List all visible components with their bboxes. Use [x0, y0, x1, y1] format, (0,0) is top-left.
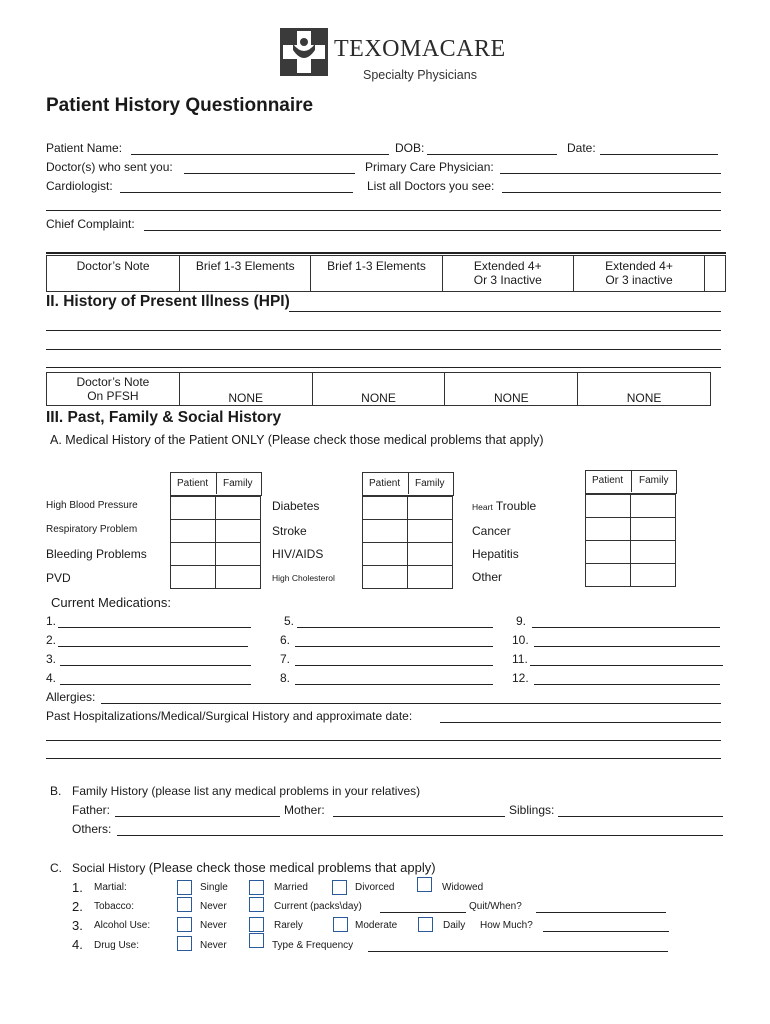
med-number: 12.	[512, 671, 529, 685]
alcohol-label: Alcohol Use:	[94, 920, 151, 931]
med-field[interactable]	[295, 665, 493, 666]
family-checkbox[interactable]	[216, 520, 261, 543]
father-label: Father:	[72, 803, 111, 817]
pfsh-cell: NONE	[179, 373, 312, 406]
dob-field[interactable]	[427, 154, 557, 155]
grid-header-divider	[216, 472, 217, 494]
chief-complaint-label: Chief Complaint:	[46, 217, 135, 231]
pfsh-cell: NONE	[445, 373, 578, 406]
alcohol-rarely-option: Rarely	[274, 920, 303, 931]
married-option: Married	[274, 882, 308, 893]
grid-header-divider	[408, 472, 409, 494]
patient-checkbox[interactable]	[171, 543, 216, 566]
tobacco-never-option: Never	[200, 901, 227, 912]
tobacco-never-checkbox[interactable]	[177, 897, 192, 912]
social-history-title: Social History	[72, 861, 146, 875]
patient-checkbox[interactable]	[363, 566, 408, 589]
drug-use-label: Drug Use:	[94, 940, 140, 951]
patient-name-field[interactable]	[131, 154, 389, 155]
medical-checkbox-grid	[585, 494, 676, 587]
marital-label: Martial:	[94, 882, 127, 893]
doctors-sent-label: Doctor(s) who sent you:	[46, 160, 173, 174]
pfsh-cell: Doctor’s Note On PFSH	[47, 373, 180, 406]
date-label: Date:	[567, 141, 596, 155]
siblings-label: Siblings:	[509, 803, 555, 817]
med-number: 2.	[46, 633, 57, 647]
condition-label: High Blood Pressure	[46, 500, 138, 511]
family-checkbox[interactable]	[408, 543, 453, 566]
family-checkbox[interactable]	[631, 564, 676, 587]
social-history-letter: C.	[50, 861, 62, 875]
tobacco-label: Tobacco:	[94, 901, 135, 912]
social-row-number: 1.	[72, 880, 83, 895]
logo-subtitle: Specialty Physicians	[363, 68, 477, 82]
cardiologist-label: Cardiologist:	[46, 179, 113, 193]
logo-name: TEXOMACARE	[334, 36, 506, 62]
alcohol-daily-option: Daily	[443, 920, 466, 931]
patient-checkbox[interactable]	[363, 543, 408, 566]
married-checkbox[interactable]	[249, 880, 264, 895]
med-field[interactable]	[295, 646, 493, 647]
divorced-option: Divorced	[355, 882, 395, 893]
pfsh-cell: NONE	[578, 373, 711, 406]
family-checkbox[interactable]	[631, 495, 676, 518]
med-field[interactable]	[58, 627, 251, 628]
family-checkbox[interactable]	[631, 541, 676, 564]
hpi-line[interactable]	[46, 330, 721, 331]
drug-never-checkbox[interactable]	[177, 936, 192, 951]
med-number: 4.	[46, 671, 57, 685]
hpi-line[interactable]	[46, 367, 721, 368]
med-number: 7.	[280, 652, 291, 666]
allergies-label: Allergies:	[46, 690, 96, 704]
med-number: 8.	[280, 671, 291, 685]
med-number: 11.	[512, 652, 528, 666]
how-much-label: How Much?	[480, 920, 533, 931]
condition-label: High Cholesterol	[272, 573, 335, 583]
med-field[interactable]	[530, 665, 723, 666]
patient-checkbox[interactable]	[171, 566, 216, 589]
packs-per-day-field[interactable]	[380, 912, 466, 913]
med-field[interactable]	[60, 665, 251, 666]
condition-label: Diabetes	[272, 499, 320, 513]
dob-label: DOB:	[395, 141, 425, 155]
hpi-cell: Extended 4+ Or 3 Inactive	[442, 256, 573, 292]
type-frequency-label: Type & Frequency	[272, 940, 354, 951]
alcohol-rarely-checkbox[interactable]	[249, 917, 264, 932]
quit-when-field[interactable]	[536, 912, 666, 913]
cardiologist-field[interactable]	[120, 192, 353, 193]
col-family-header: Family	[223, 478, 253, 489]
page-title: Patient History Questionnaire	[46, 95, 314, 116]
col-patient-header: Patient	[369, 478, 401, 489]
past-hospitalizations-line[interactable]	[46, 758, 721, 759]
single-option: Single	[200, 882, 228, 893]
drug-never-option: Never	[200, 940, 227, 951]
medical-history-heading: A. Medical History of the Patient ONLY (Please check those medical problems that apply)	[50, 433, 544, 447]
alcohol-daily-checkbox[interactable]	[418, 917, 433, 932]
tobacco-current-option: Current (packs\day)	[274, 901, 362, 912]
hpi-cell: Brief 1-3 Elements	[311, 256, 442, 292]
texomacare-logo-icon	[280, 28, 328, 76]
past-hospitalizations-label: Past Hospitalizations/Medical/Surgical History and approximate date:	[46, 709, 413, 723]
family-checkbox[interactable]	[631, 518, 676, 541]
family-checkbox[interactable]	[408, 566, 453, 589]
med-number: 6.	[280, 633, 291, 647]
med-field[interactable]	[297, 627, 493, 628]
col-patient-header: Patient	[592, 475, 624, 486]
med-field[interactable]	[58, 646, 248, 647]
col-patient-header: Patient	[177, 478, 209, 489]
family-checkbox[interactable]	[216, 497, 261, 520]
alcohol-moderate-checkbox[interactable]	[333, 917, 348, 932]
type-frequency-field[interactable]	[368, 951, 668, 952]
patient-name-label: Patient Name:	[46, 141, 123, 155]
med-number: 3.	[46, 652, 57, 666]
patient-checkbox[interactable]	[586, 564, 631, 587]
quit-when-label: Quit/When?	[469, 901, 522, 912]
family-checkbox[interactable]	[216, 566, 261, 589]
condition-label	[472, 499, 536, 513]
medications-heading: Current Medications:	[51, 595, 171, 610]
hpi-cell-empty	[705, 256, 726, 292]
condition-label: Other	[472, 570, 503, 584]
past-hospitalizations-field[interactable]	[440, 722, 721, 723]
blank-line[interactable]	[46, 210, 721, 211]
med-field[interactable]	[295, 684, 493, 685]
patient-checkbox[interactable]	[586, 541, 631, 564]
social-row-number: 4.	[72, 937, 83, 952]
divorced-checkbox[interactable]	[332, 880, 347, 895]
pfsh-notes-table	[46, 372, 711, 406]
col-family-header: Family	[415, 478, 445, 489]
med-number: 1.	[46, 614, 57, 628]
condition-label: Bleeding Problems	[46, 547, 147, 561]
patient-checkbox[interactable]	[586, 495, 631, 518]
med-field[interactable]	[534, 646, 720, 647]
hpi-line[interactable]	[289, 311, 721, 312]
patient-checkbox[interactable]	[363, 497, 408, 520]
med-number: 10.	[512, 633, 529, 647]
pcp-field[interactable]	[500, 173, 721, 174]
mother-field[interactable]	[333, 816, 505, 817]
alcohol-moderate-option: Moderate	[355, 920, 398, 931]
family-history-heading: Family History (please list any medical problems in your relatives)	[72, 784, 421, 798]
med-field[interactable]	[60, 684, 251, 685]
hpi-cell: Brief 1-3 Elements	[180, 256, 311, 292]
alcohol-never-option: Never	[200, 920, 227, 931]
condition-label: Stroke	[272, 524, 307, 538]
med-number: 9.	[516, 614, 527, 628]
hpi-cell: Extended 4+ Or 3 inactive	[573, 256, 704, 292]
medical-checkbox-grid	[170, 496, 261, 589]
others-label: Others:	[72, 822, 112, 836]
family-checkbox[interactable]	[408, 520, 453, 543]
hpi-notes-table	[46, 255, 726, 292]
condition-label-rest: Trouble	[495, 499, 537, 513]
family-checkbox[interactable]	[216, 543, 261, 566]
alcohol-never-checkbox[interactable]	[177, 917, 192, 932]
how-much-field[interactable]	[543, 931, 669, 932]
hpi-cell: Doctor’s Note	[47, 256, 180, 292]
condition-label: Respiratory Problem	[46, 524, 138, 535]
widowed-checkbox[interactable]	[417, 877, 432, 892]
doctors-sent-field[interactable]	[184, 173, 355, 174]
past-hospitalizations-line[interactable]	[46, 740, 721, 741]
widowed-option: Widowed	[442, 882, 484, 893]
med-field[interactable]	[534, 684, 720, 685]
mother-label: Mother:	[284, 803, 325, 817]
grid-header-divider	[631, 470, 632, 492]
col-family-header: Family	[639, 475, 669, 486]
pfsh-cell: NONE	[312, 373, 445, 406]
section-hpi-heading: II. History of Present Illness (HPI)	[46, 293, 290, 310]
condition-label: PVD	[46, 571, 71, 585]
med-number: 5.	[284, 614, 295, 628]
patient-checkbox[interactable]	[586, 518, 631, 541]
list-doctors-label: List all Doctors you see:	[367, 179, 495, 193]
chief-complaint-field[interactable]	[144, 230, 721, 231]
condition-label: HIV/AIDS	[272, 547, 324, 561]
condition-label: Cancer	[472, 524, 511, 538]
social-history-heading	[72, 860, 436, 875]
others-field[interactable]	[117, 835, 723, 836]
social-row-number: 3.	[72, 918, 83, 933]
divider	[46, 252, 726, 254]
social-history-note: (Please check those medical problems that apply)	[148, 860, 436, 875]
siblings-field[interactable]	[558, 816, 723, 817]
list-doctors-field[interactable]	[502, 192, 721, 193]
drug-type-checkbox[interactable]	[249, 933, 264, 948]
condition-label-prefix: Heart	[472, 502, 493, 512]
allergies-field[interactable]	[101, 703, 721, 704]
patient-checkbox[interactable]	[171, 520, 216, 543]
social-row-number: 2.	[72, 899, 83, 914]
family-checkbox[interactable]	[408, 497, 453, 520]
medical-checkbox-grid	[362, 496, 453, 589]
hpi-line[interactable]	[46, 349, 721, 350]
date-field[interactable]	[600, 154, 718, 155]
single-checkbox[interactable]	[177, 880, 192, 895]
father-field[interactable]	[115, 816, 280, 817]
patient-checkbox[interactable]	[363, 520, 408, 543]
tobacco-current-checkbox[interactable]	[249, 897, 264, 912]
pcp-label: Primary Care Physician:	[365, 160, 494, 174]
med-field[interactable]	[532, 627, 720, 628]
patient-checkbox[interactable]	[171, 497, 216, 520]
section-pfsh-heading: III. Past, Family & Social History	[46, 409, 282, 426]
condition-label: Hepatitis	[472, 547, 519, 561]
family-history-letter: B.	[50, 784, 62, 798]
